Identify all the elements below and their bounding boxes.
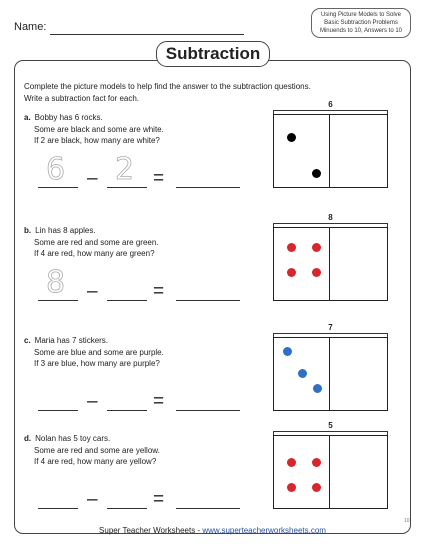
tag-line: Minuends to 10, Answers to 10 [319, 28, 403, 34]
minus-sign: – [87, 489, 98, 510]
answer-blank[interactable] [176, 186, 240, 188]
minus-sign: – [87, 168, 98, 189]
traced-number: 2 [115, 152, 135, 187]
counter-dot [287, 268, 296, 277]
question-text [24, 225, 244, 260]
total-label: 6 [328, 100, 333, 109]
minus-sign: – [87, 281, 98, 302]
counter-dot [312, 243, 321, 252]
counter-dot [287, 483, 296, 492]
name-field[interactable] [50, 34, 244, 35]
answer-blank[interactable] [107, 409, 147, 411]
question-line: Some are red and some are yellow. [34, 445, 160, 455]
counter-dot [298, 369, 307, 378]
counter-dot [312, 483, 321, 492]
question-letter: b. [24, 226, 32, 235]
answer-blank[interactable] [38, 409, 78, 411]
total-label: 5 [328, 421, 333, 430]
model-divider [329, 228, 330, 300]
question-line: Lin has 8 apples. [35, 226, 96, 235]
counter-dot [287, 243, 296, 252]
question-line: Bobby has 6 rocks. [34, 113, 103, 122]
page-number: 10 [404, 518, 410, 524]
question-line: If 4 are red, how many are yellow? [34, 457, 157, 466]
traced-number: 8 [46, 265, 66, 300]
picture-model[interactable] [273, 227, 388, 301]
footer-brand: Super Teacher Worksheets - [99, 526, 203, 535]
question-line: Some are red and some are green. [34, 237, 159, 247]
question-text [24, 335, 244, 370]
counter-dot [283, 347, 292, 356]
equals-sign: = [153, 391, 165, 412]
footer-url[interactable]: www.superteacherworksheets.com [202, 526, 326, 535]
tag-line: Basic Subtraction Problems [324, 20, 398, 26]
worksheet-tag [311, 8, 411, 38]
instruction-line: Write a subtraction fact for each. [24, 94, 140, 103]
picture-model[interactable] [273, 435, 388, 509]
question-line: Some are blue and some are purple. [34, 347, 164, 357]
name-label: Name: [14, 21, 47, 33]
counter-dot [312, 458, 321, 467]
picture-model[interactable] [273, 114, 388, 188]
equals-sign: = [153, 168, 165, 189]
equals-sign: = [153, 489, 165, 510]
answer-blank[interactable] [107, 299, 147, 301]
footer [0, 526, 425, 535]
question-letter: d. [24, 434, 32, 443]
equals-sign: = [153, 281, 165, 302]
counter-dot [287, 458, 296, 467]
minus-sign: – [87, 391, 98, 412]
answer-blank[interactable] [38, 507, 78, 509]
question-line: Some are black and some are white. [34, 124, 164, 134]
question-line: If 3 are blue, how many are purple? [34, 359, 160, 368]
total-label: 7 [328, 323, 333, 332]
question-line: Nolan has 5 toy cars. [35, 434, 111, 443]
question-line: If 2 are black, how many are white? [34, 136, 160, 145]
tag-line: Using Picture Models to Solve [320, 12, 402, 18]
model-divider [329, 338, 330, 410]
counter-dot [313, 384, 322, 393]
model-divider [329, 115, 330, 187]
answer-blank[interactable] [176, 507, 240, 509]
question-text [24, 433, 244, 468]
question-line: If 4 are red, how many are green? [34, 249, 155, 258]
question-letter: a. [24, 113, 31, 122]
answer-blank[interactable] [176, 409, 240, 411]
counter-dot [312, 169, 321, 178]
counter-dot [312, 268, 321, 277]
answer-blank[interactable] [107, 507, 147, 509]
question-letter: c. [24, 336, 31, 345]
traced-number: 6 [46, 152, 66, 187]
question-line: Maria has 7 stickers. [34, 336, 109, 345]
instruction-line: Complete the picture models to help find the answer to the subtraction questions. [24, 82, 311, 91]
model-divider [329, 436, 330, 508]
total-label: 8 [328, 213, 333, 222]
question-text [24, 112, 244, 147]
counter-dot [287, 133, 296, 142]
answer-blank[interactable] [176, 299, 240, 301]
page-title: Subtraction [156, 41, 270, 67]
